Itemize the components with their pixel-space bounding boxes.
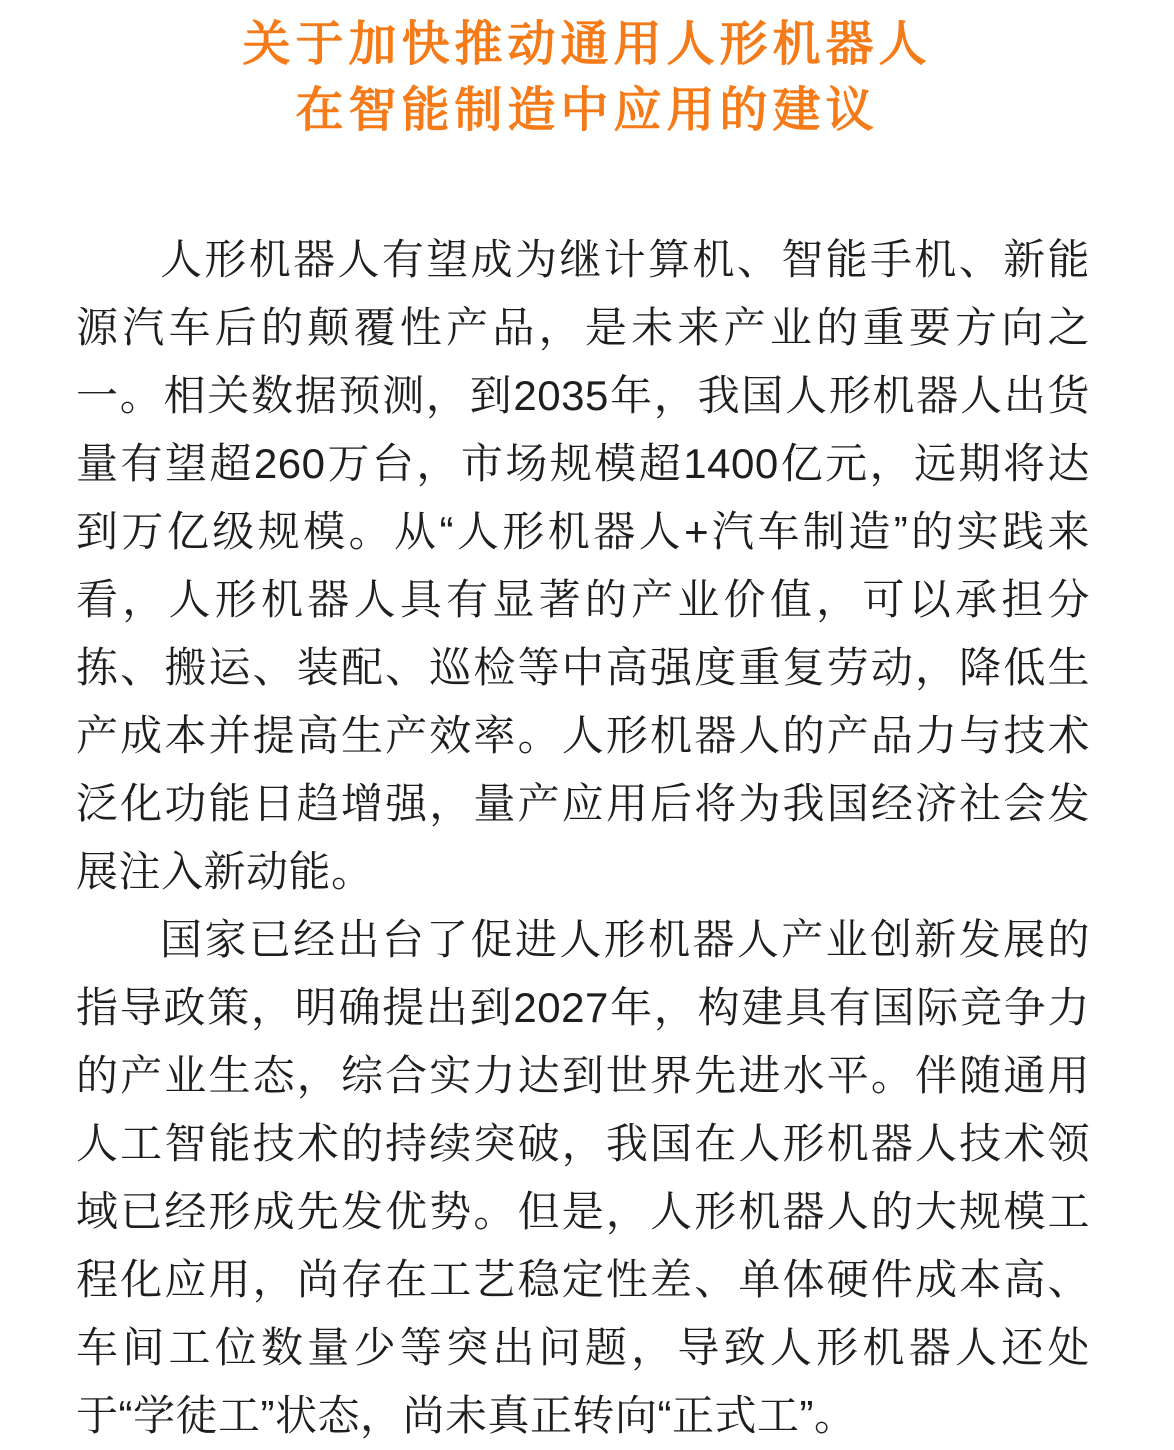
paragraph-2: 国家已经出台了促进人形机器人产业创新发展的指导政策，明确提出到2027年，构建具有国际竞争力的产业生态，综合实力达到世界先进水平。伴随通用人工智能技术的持续突破，我国在人形机器人技术领域已经形成先发优势。但是，人形机器人的大规模工程化应用，尚存在工艺稳定性差、单体硬件成本高、车间工位数量少等突出问题，导致人形机器人还处于“学徒工”状态，尚未真正转向“正式工”。	[76, 916, 1090, 1439]
article-body	[0, 226, 1174, 1450]
article-title-line1: 关于加快推动通用人形机器人	[242, 18, 932, 71]
article-title	[0, 12, 1174, 144]
article-title-line2: 在智能制造中应用的建议	[295, 84, 879, 137]
paragraph-1: 人形机器人有望成为继计算机、智能手机、新能源汽车后的颠覆性产品，是未来产业的重要方向之一。相关数据预测，到2035年，我国人形机器人出货量有望超260万台，市场规模超1400亿元，远期将达到万亿级规模。从“人形机器人+汽车制造”的实践来看，人形机器人具有显著的产业价值，可以承担分拣、搬运、装配、巡检等中高强度重复劳动，降低生产成本并提高生产效率。人形机器人的产品力与技术泛化功能日趋增强，量产应用后将为我国经济社会发展注入新动能。	[76, 236, 1090, 895]
